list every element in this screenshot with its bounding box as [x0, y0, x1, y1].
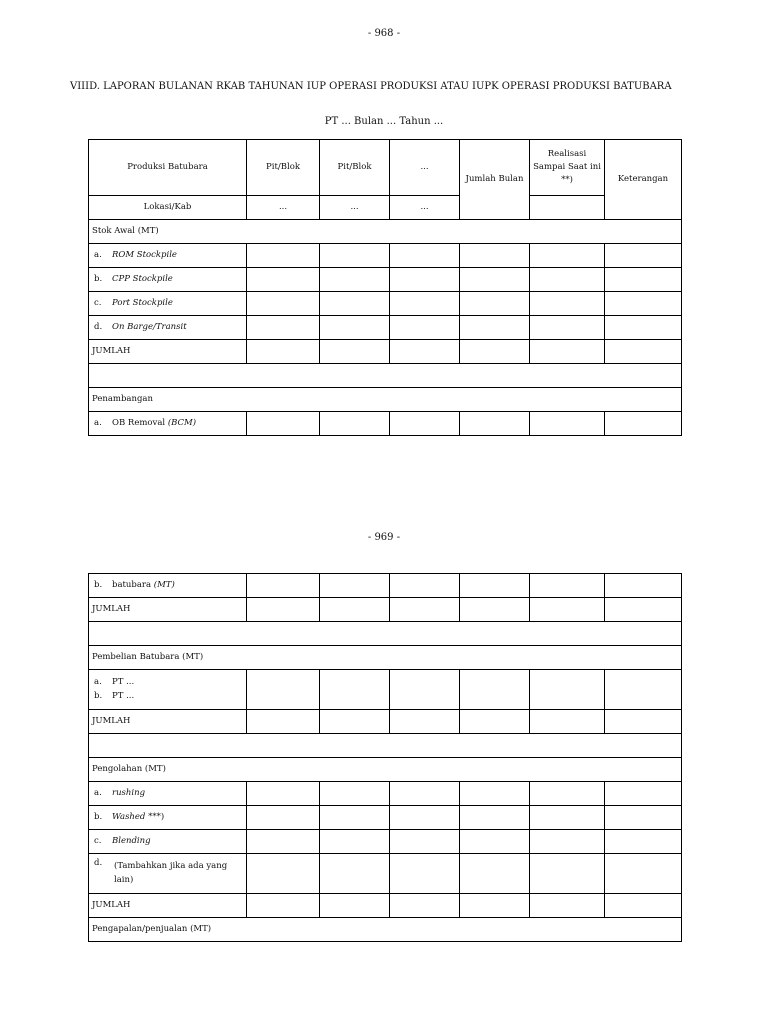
header-produksi: Produksi Batubara: [89, 140, 247, 196]
table-row: [89, 830, 682, 854]
row-label: c. Blending: [89, 830, 247, 854]
lokasi-value-3: ...: [390, 196, 460, 220]
row-label: d. On Barge/Transit: [89, 316, 247, 340]
table-row: [89, 292, 682, 316]
table-row: [89, 574, 682, 598]
table-row: [89, 670, 682, 710]
table-row: [89, 316, 682, 340]
table-row: [89, 806, 682, 830]
section-pengapalan: Pengapalan/penjualan (MT): [89, 918, 682, 942]
section-pembelian: Pembelian Batubara (MT): [89, 646, 682, 670]
production-table-part1: [88, 139, 682, 436]
row-label: b. CPP Stockpile: [89, 268, 247, 292]
section-pengolahan: Pengolahan (MT): [89, 758, 682, 782]
row-label: a. rushing: [89, 782, 247, 806]
page-number: - 968 -: [367, 28, 401, 39]
row-label: a. PT ... b. PT ...: [89, 670, 247, 710]
header-keterangan: Keterangan: [605, 140, 682, 220]
jumlah-label: JUMLAH: [89, 598, 247, 622]
row-label: a. OB Removal (BCM): [89, 412, 247, 436]
header-realisasi: Realisasi Sampai Saat ini **): [530, 140, 605, 196]
realisasi-sub-cell: [530, 196, 605, 220]
production-table-part2: [88, 573, 682, 942]
table-row: [89, 710, 682, 734]
table-row: [89, 268, 682, 292]
table-row: [89, 782, 682, 806]
row-label: b. batubara (MT): [89, 574, 247, 598]
lokasi-value-2: ...: [320, 196, 390, 220]
spacer-row: [89, 622, 682, 646]
header-more: ...: [390, 140, 460, 196]
spacer-row: [89, 734, 682, 758]
table-row: [89, 854, 682, 894]
report-subtitle: PT ... Bulan ... Tahun ...: [324, 116, 444, 127]
report-title: VIIID. LAPORAN BULANAN RKAB TAHUNAN IUP OPERASI PRODUKSI ATAU IUPK OPERASI PRODUKSI BATUBARA: [70, 81, 672, 92]
section-penambangan: Penambangan: [89, 388, 682, 412]
jumlah-label: JUMLAH: [89, 894, 247, 918]
section-stok-awal: Stok Awal (MT): [89, 220, 682, 244]
table-row: [89, 340, 682, 364]
spacer-row: [89, 364, 682, 388]
row-label: a. ROM Stockpile: [89, 244, 247, 268]
table-row: [89, 598, 682, 622]
table-row: [89, 894, 682, 918]
row-label: c. Port Stockpile: [89, 292, 247, 316]
row-label: b. Washed ***): [89, 806, 247, 830]
header-jumlah-bulan: Jumlah Bulan: [460, 140, 530, 220]
lokasi-value-1: ...: [247, 196, 320, 220]
page-number: - 969 -: [367, 532, 401, 543]
header-lokasi: Lokasi/Kab: [89, 196, 247, 220]
header-pit-blok-1: Pit/Blok: [247, 140, 320, 196]
row-label: d. (Tambahkan jika ada yang lain): [89, 854, 247, 894]
table-row: [89, 412, 682, 436]
jumlah-label: JUMLAH: [89, 710, 247, 734]
header-pit-blok-2: Pit/Blok: [320, 140, 390, 196]
jumlah-label: JUMLAH: [89, 340, 247, 364]
table-row: [89, 244, 682, 268]
